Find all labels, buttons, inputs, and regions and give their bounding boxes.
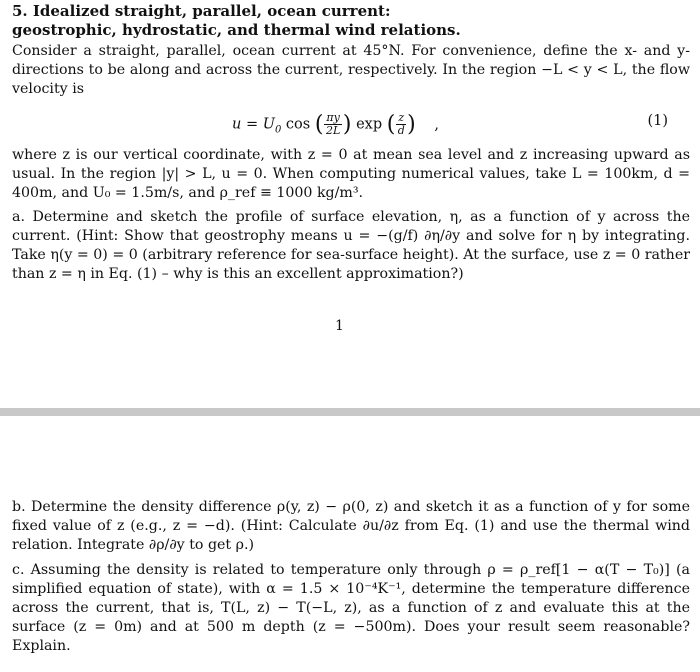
equation-number: (1) (647, 113, 668, 129)
heading-line-1: 5. Idealized straight, parallel, ocean current: (12, 2, 391, 20)
paren-close-2: ) (407, 112, 416, 137)
page-separator (0, 408, 700, 416)
eq-fraction-2 (396, 112, 406, 137)
equation-1 (0, 107, 700, 141)
problem-heading (12, 2, 690, 40)
eq-exp: exp (356, 116, 383, 133)
part-b: b. Determine the density difference ρ(y, z) − ρ(0, z) and sketch it as a function of y for some fixed value of z (e.g., z = −d). (Hint: Calculate ∂u/∂z from Eq. (1) and use the thermal wind relation. Integrate ∂ρ/∂y to get ρ.) (12, 499, 690, 553)
frac1-den: 2L (325, 124, 341, 137)
paren-close-1: ) (342, 112, 352, 137)
eq-comma: , (434, 116, 439, 133)
equation-formula (232, 112, 439, 137)
eq-fraction-1 (324, 112, 341, 137)
page-number: 1 (335, 318, 344, 334)
intro-paragraph: Consider a straight, parallel, ocean current at 45°N. For convenience, define the x- and y-directions to be along and across the current, respectively. In the region −L < y < L, the flow velocity is (12, 43, 690, 97)
part-c: c. Assuming the density is related to temperature only through ρ = ρ_ref[1 − α(T − T₀)] (a simplified equation of state), with α = 1.5 × 10⁻⁴K⁻¹, determine the temperature difference across the current, that is, T(L, z) − T(−L, z), as a function of z and evaluate this at the surface (z = 0m) and at 500 m depth (z = −500m). Does your result seem reasonable? Explain. (12, 562, 690, 654)
eq-lhs-sub: 0 (274, 124, 282, 136)
frac2-den: d (397, 124, 405, 137)
eq-lhs: u = U (232, 116, 275, 133)
frac2-num: z (398, 111, 405, 124)
frac1-num: πy (326, 111, 340, 124)
part-a: a. Determine and sketch the profile of surface elevation, η, as a function of y across the current. (Hint: Show that geostrophy means u = −(g/f) ∂η/∂y and solve for η by integrating. Take η(y = 0) = 0 (arbitrary reference for sea-surface height). At the surface, use z = 0 rather than z = η in Eq. (1) – why is this an excellent approximation?) (12, 209, 690, 282)
parameters-paragraph: where z is our vertical coordinate, with z = 0 at mean sea level and z increasing upward as usual. In the region |y| > L, u = 0. When computing numerical values, take L = 100km, d = 400m, and U₀ = 1.5m/s, and ρ_ref ≡ 1000 kg/m³. (12, 147, 690, 201)
paren-open-2: ( (386, 112, 396, 137)
paren-open-1: ( (314, 112, 324, 137)
heading-line-2: geostrophic, hydrostatic, and thermal wind relations. (12, 21, 461, 39)
page-2 (0, 416, 700, 672)
eq-cos: cos (285, 116, 311, 133)
